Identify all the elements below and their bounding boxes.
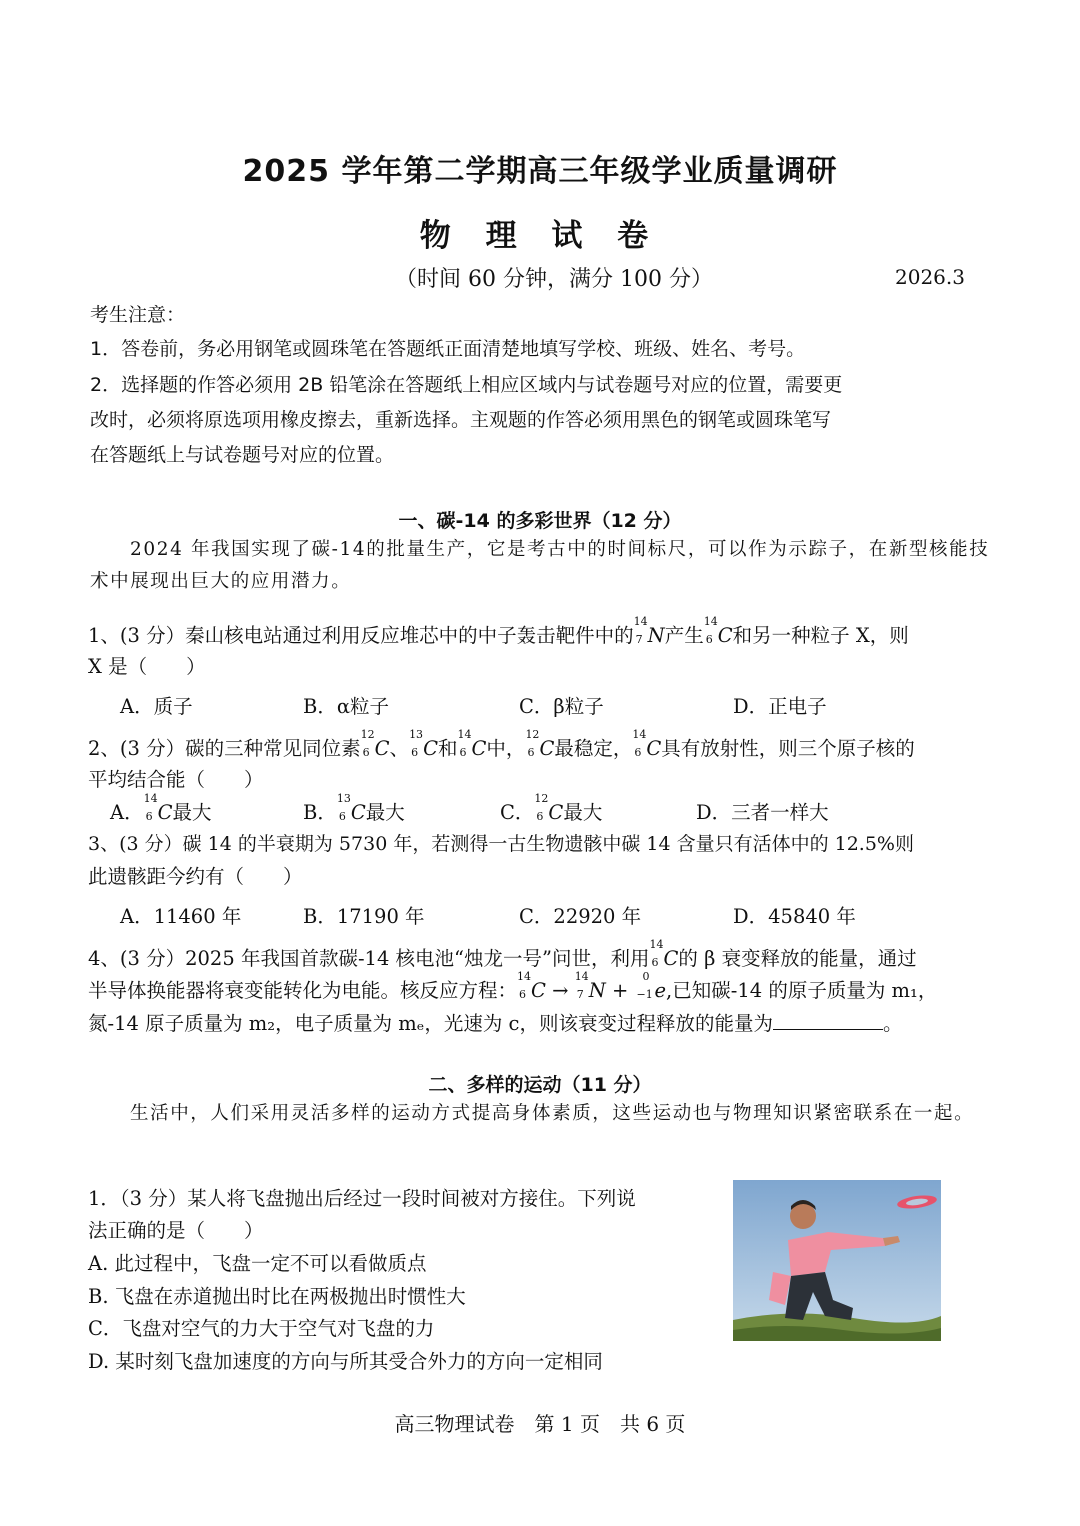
s1-q3-option-c: C．22920 年 bbox=[519, 905, 642, 928]
exam-date: 2026.3 bbox=[895, 265, 965, 289]
s1-q1-option-b: B．α粒子 bbox=[303, 695, 389, 718]
notice-line-1: 1．答卷前，务必用钢笔或圆珠笔在答题纸正面清楚地填写学校、班级、姓名、考号。 bbox=[90, 338, 806, 360]
s1-q2-stem-2: 平均结合能（ ） bbox=[88, 768, 264, 791]
s1-q1-stem: 1、(3 分）秦山核电站通过利用反应堆芯中的中子轰击靶件中的 14 7 N产生 14 6 C和另一种粒子 X，则 bbox=[88, 615, 909, 647]
s2-q1-option-b: B. 飞盘在赤道抛出时比在两极抛出时惯性大 bbox=[88, 1285, 466, 1308]
s1-q3-option-a: A．11460 年 bbox=[120, 905, 242, 928]
isotope-c14: 14 6 C bbox=[457, 728, 487, 760]
isotope-c14: 14 6 C bbox=[703, 615, 733, 647]
notice-heading: 考生注意： bbox=[90, 304, 186, 326]
s2-q1-stem: 1．（3 分）某人将飞盘抛出后经过一段时间被对方接住。下列说 bbox=[88, 1187, 636, 1210]
exam-info: （时间 60 分钟，满分 100 分） bbox=[395, 267, 713, 292]
s1-q4-stem: 4、(3 分）2025 年我国首款碳-14 核电池“烛龙一号”问世，利用 14 6 C的 β 衰变释放的能量，通过 bbox=[88, 938, 917, 970]
s1-q2-stem: 2、(3 分）碳的三种常见同位素 12 6 C、 13 6 C和 14 6 C中， 12 6 C最稳定， 14 6 C具有放射性，则三个原子核的 bbox=[88, 728, 915, 760]
answer-blank bbox=[773, 1011, 883, 1030]
s1-q3-option-b: B．17190 年 bbox=[303, 905, 425, 928]
s1-q2-option-a: A． 14 6 C最大 bbox=[110, 792, 212, 824]
s2-q1-option-a: A. 此过程中，飞盘一定不可以看做质点 bbox=[88, 1252, 427, 1275]
frisbee-photo bbox=[733, 1180, 941, 1341]
s1-q4-stem-2: 半导体换能器将衰变能转化为电能。核反应方程： 14 6 C → 14 7 N + 0 −1 e,已知碳-14 的原子质量为 m₁， bbox=[88, 970, 938, 1002]
isotope-c13: 13 6 C bbox=[409, 728, 438, 760]
isotope-n14: 14 7 N bbox=[633, 615, 665, 647]
s2-q1-option-d: D. 某时刻飞盘加速度的方向与所其受合外力的方向一定相同 bbox=[88, 1350, 603, 1373]
notice-line-2c: 在答题纸上与试卷题号对应的位置。 bbox=[90, 444, 395, 466]
section-2-intro: 生活中，人们采用灵活多样的运动方式提高身体素质，这些运动也与物理知识紧密联系在一起。 bbox=[130, 1103, 975, 1124]
s1-q3-option-d: D．45840 年 bbox=[733, 905, 856, 928]
s1-q1-option-d: D．正电子 bbox=[733, 695, 827, 718]
s1-q2-option-c: C． 12 6 C最大 bbox=[500, 792, 603, 824]
s1-q1-option-a: A．质子 bbox=[120, 695, 193, 718]
exam-title: 2025 学年第二学期高三年级学业质量调研 bbox=[242, 154, 838, 189]
s1-q1-option-c: C．β粒子 bbox=[519, 695, 604, 718]
notice-line-2a: 2．选择题的作答必须用 2B 铅笔涂在答题纸上相应区域内与试卷题号对应的位置，需要更 bbox=[90, 374, 843, 396]
section-1-title: 一、碳-14 的多彩世界（12 分） bbox=[398, 510, 682, 532]
isotope-c14: 14 6 C bbox=[632, 728, 662, 760]
s2-q1-option-c: C．飞盘对空气的力大于空气对飞盘的力 bbox=[88, 1317, 435, 1340]
s1-q3-stem: 3、(3 分）碳 14 的半衰期为 5730 年，若测得一古生物遗骸中碳 14 含量只有活体中的 12.5%则 bbox=[88, 833, 914, 855]
notice-line-2b: 改时，必须将原选项用橡皮擦去，重新选择。主观题的作答必须用黑色的钢笔或圆珠笔写 bbox=[90, 409, 832, 431]
section-1-intro: 2024 年我国实现了碳-14的批量生产，它是考古中的时间标尺，可以作为示踪子，在新型核能技术中展现出巨大的应用潜力。 bbox=[90, 539, 990, 592]
s1-q3-stem-2: 此遗骸距今约有（ ） bbox=[88, 865, 303, 888]
isotope-c12: 12 6 C bbox=[525, 728, 555, 760]
s2-q1-stem-2: 法正确的是（ ） bbox=[88, 1219, 264, 1242]
s1-q4-stem-3: 氮-14 原子质量为 m₂，电子质量为 mₑ，光速为 c，则该衰变过程释放的能量为 。 bbox=[88, 1012, 903, 1035]
isotope-c12: 12 6 C bbox=[360, 728, 390, 760]
s1-q2-option-d: D．三者一样大 bbox=[696, 801, 829, 824]
s1-q2-option-b: B． 13 6 C最大 bbox=[303, 792, 405, 824]
s1-q1-stem-2: X 是（ ） bbox=[88, 655, 206, 678]
exam-subject: 物 理 试 卷 bbox=[419, 218, 661, 254]
section-2-title: 二、多样的运动（11 分） bbox=[428, 1074, 652, 1096]
page-footer: 高三物理试卷 第 1 页 共 6 页 bbox=[394, 1412, 686, 1436]
